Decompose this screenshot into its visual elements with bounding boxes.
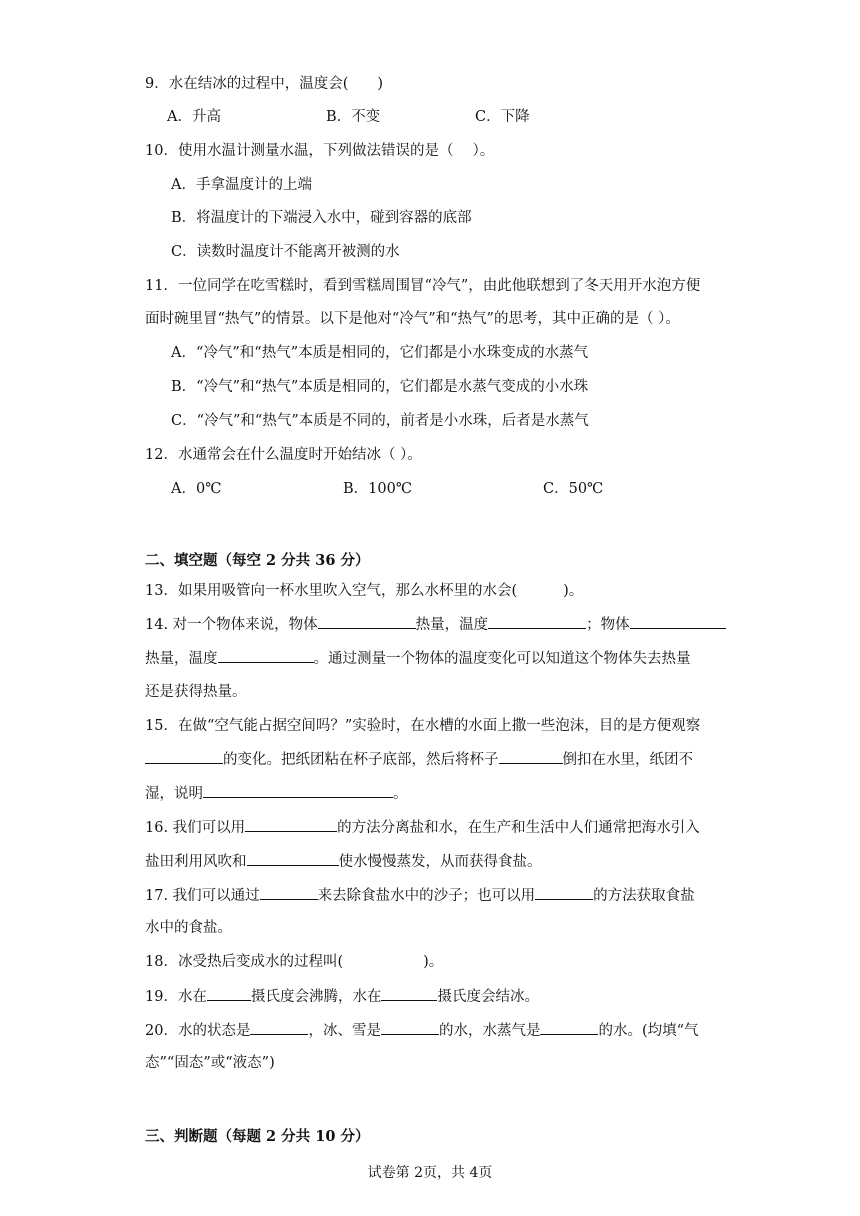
q19-text-2: 摄氏度会沸腾，水在 (250, 989, 382, 1005)
q15-blank-3[interactable] (203, 783, 393, 798)
q15-text-2: 的变化。把纸团粘在杯子底部，然后将杯子 (223, 752, 499, 768)
q10-stem: 10．使用水温计测量水温，下列做法错误的是（ ）。 (145, 143, 495, 159)
q20-text-1: 20．水的状态是 (145, 1023, 251, 1039)
q11-stem-line1: 11．一位同学在吃雪糕时，看到雪糕周围冒“冷气”，由此他联想到了冬天用开水泡方便 (145, 278, 701, 294)
q12-option-b: B．100℃ (343, 481, 413, 497)
q20-text-2: ，冰、雪是 (308, 1023, 381, 1039)
q13-text-2: )。 (563, 583, 584, 599)
q9-stem: 9．水在结冰的过程中，温度会( ) (145, 76, 384, 92)
q17-line2: 水中的食盐。 (145, 920, 232, 936)
q20-blank-2[interactable] (381, 1020, 439, 1035)
q14-blank-3[interactable] (630, 614, 726, 629)
q16-line1 (145, 817, 700, 838)
q14-blank-1[interactable] (318, 614, 416, 629)
section-2-heading: 二、填空题（每空 2 分共 36 分） (145, 552, 370, 569)
q13-text-1: 13．如果用吸管向一杯水里吹入空气，那么水杯里的水会( (145, 583, 518, 599)
q19-text-1: 19．水在 (145, 989, 207, 1005)
q15-line3 (145, 783, 408, 804)
q16-line2 (145, 851, 542, 872)
q9-option-c: C．下降 (475, 109, 530, 125)
q11-option-a: A．“冷气”和“热气”本质是相同的，它们都是小水珠变成的水蒸气 (171, 345, 589, 361)
q20-line1 (145, 1020, 699, 1041)
q11-option-b: B．“冷气”和“热气”本质是相同的，它们都是水蒸气变成的小水珠 (171, 379, 589, 395)
q16-blank-2[interactable] (247, 851, 339, 866)
page-footer: 试卷第 2页，共 4页 (367, 1165, 493, 1181)
q12-stem: 12．水通常会在什么温度时开始结冰（ ）。 (145, 447, 422, 463)
q11-stem-line2: 面时碗里冒“热气”的情景。以下是他对“冷气”和“热气”的思考，其中正确的是（ ）。 (145, 311, 680, 327)
q20-text-4: 的水。(均填“气 (598, 1023, 699, 1039)
q14-text-4: 热量，温度 (145, 651, 218, 667)
q16-text-3: 盐田利用风吹和 (145, 854, 247, 870)
q14-line2 (145, 648, 691, 669)
q19-blank-1[interactable] (207, 986, 251, 1001)
q15-text-4: 湿，说明 (145, 786, 203, 802)
q17-blank-1[interactable] (260, 885, 318, 900)
q14-line1 (145, 614, 726, 635)
q17-text-1: 17. 我们可以通过 (145, 888, 260, 904)
q17-line1 (145, 885, 695, 906)
q15-blank-1[interactable] (145, 749, 223, 764)
q19-blank-2[interactable] (381, 986, 437, 1001)
q16-text-2: 的方法分离盐和水，在生产和生活中人们通常把海水引入 (337, 820, 700, 836)
q9-option-a: A．升高 (167, 109, 221, 125)
q16-text-4: 使水慢慢蒸发，从而获得食盐。 (338, 854, 542, 870)
q10-option-c: C．读数时温度计不能离开被测的水 (171, 244, 400, 260)
q20-line2: 态”“固态”或“液态”) (145, 1055, 275, 1071)
q10-option-b: B．将温度计的下端浸入水中，碰到容器的底部 (171, 210, 472, 226)
q15-line1: 15．在做“空气能占据空间吗？”实验时，在水槽的水面上撒一些泡沫，目的是方便观察 (145, 718, 701, 734)
q19 (145, 986, 539, 1007)
q16-blank-1[interactable] (245, 817, 337, 832)
q16-text-1: 16. 我们可以用 (145, 820, 246, 836)
q9-option-b: B．不变 (326, 109, 381, 125)
q18-text-2: )。 (423, 954, 444, 970)
q15-blank-2[interactable] (499, 749, 563, 764)
q15-text-5: 。 (393, 786, 408, 802)
q14-blank-4[interactable] (218, 648, 314, 663)
q11-option-c: C．“冷气”和“热气”本质是不同的，前者是小水珠，后者是水蒸气 (171, 413, 589, 429)
q15-text-3: 倒扣在水里，纸团不 (562, 752, 693, 768)
q18-text-1: 18．冰受热后变成水的过程叫( (145, 954, 344, 970)
q12-option-c: C．50℃ (543, 481, 604, 497)
q17-text-3: 的方法获取食盐 (593, 888, 695, 904)
q10-option-a: A．手拿温度计的上端 (171, 177, 312, 193)
q17-text-2: 来去除食盐水中的沙子；也可以用 (317, 888, 536, 904)
q20-blank-1[interactable] (250, 1020, 308, 1035)
q12-option-a: A．0℃ (171, 481, 222, 497)
q19-text-3: 摄氏度会结冰。 (437, 989, 539, 1005)
q14-text-1: 14. 对一个物体来说，物体 (145, 617, 318, 633)
q15-line2 (145, 749, 693, 770)
q14-text-3: ；物体 (586, 617, 630, 633)
q18 (145, 952, 443, 972)
q14-text-5: 。通过测量一个物体的温度变化可以知道这个物体失去热量 (313, 651, 691, 667)
q14-blank-2[interactable] (488, 614, 586, 629)
q13 (145, 581, 583, 601)
section-3-heading: 三、判断题（每题 2 分共 10 分） (145, 1128, 370, 1145)
q14-text-2: 热量，温度 (415, 617, 489, 633)
q20-blank-3[interactable] (540, 1020, 598, 1035)
q20-text-3: 的水，水蒸气是 (438, 1023, 541, 1039)
q14-line3: 还是获得热量。 (145, 684, 247, 700)
q17-blank-2[interactable] (535, 885, 593, 900)
